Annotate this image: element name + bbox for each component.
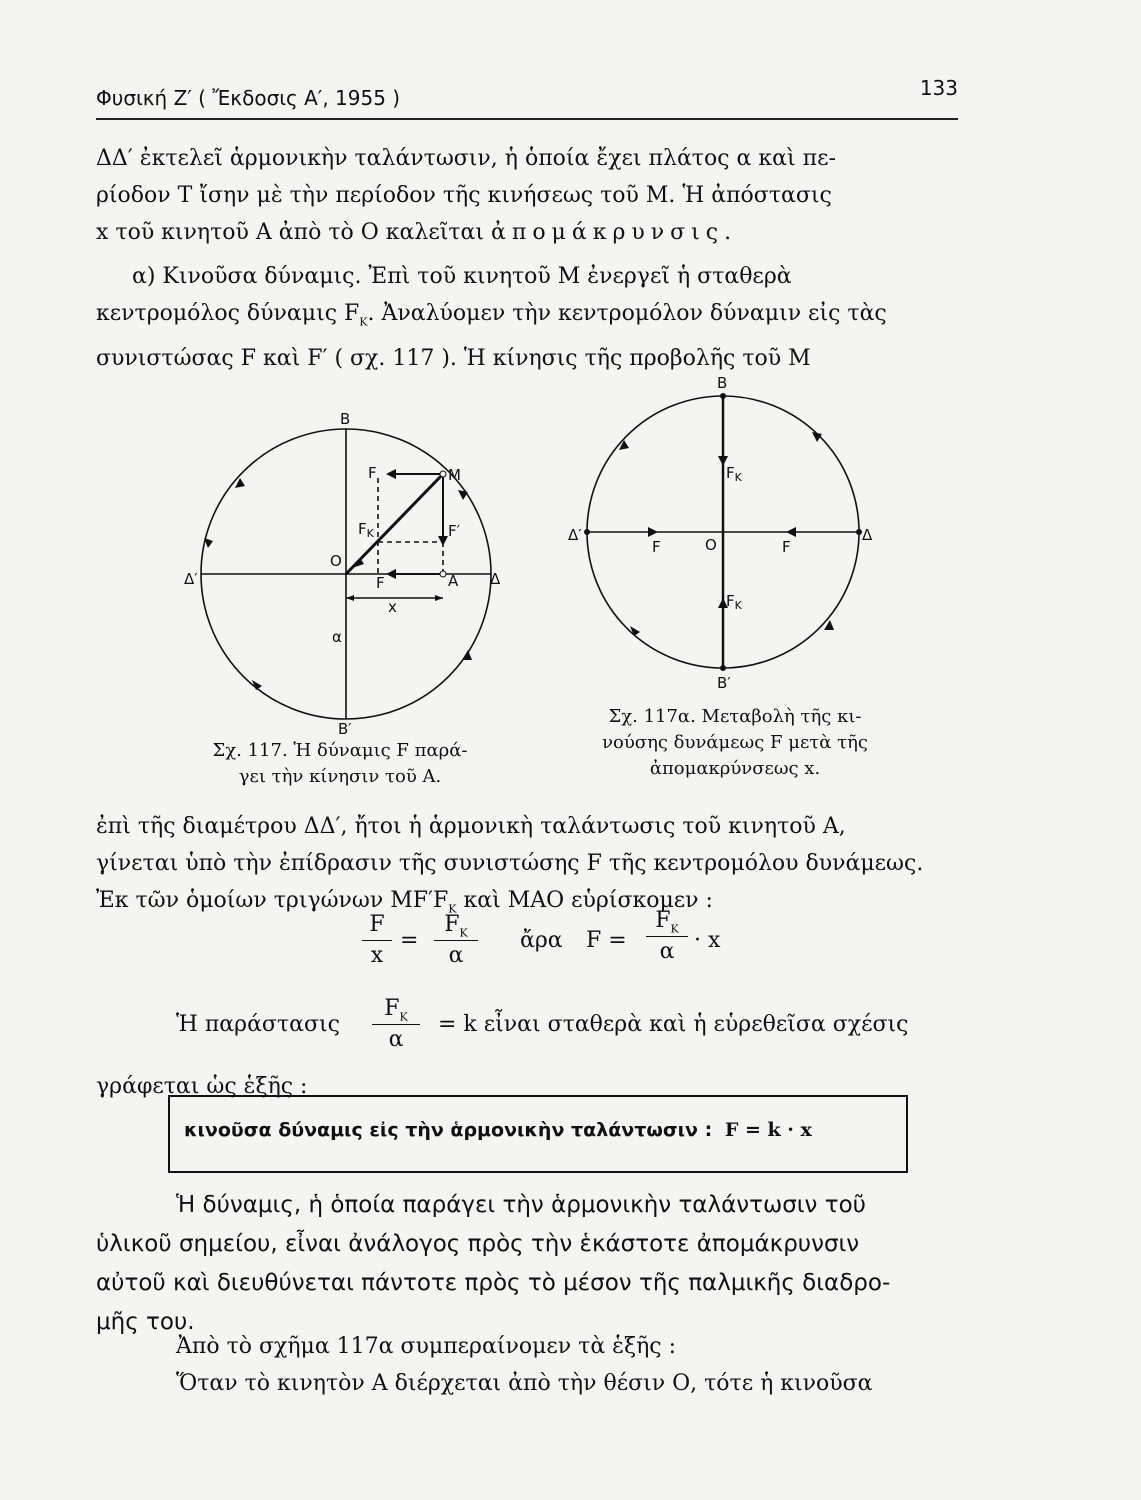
fig117a-motion-arrow (630, 626, 640, 636)
fig117a-label-O: O (705, 536, 717, 554)
caption-line: ἀπομακρύνσεως x. (649, 758, 821, 779)
text-span: x τοῦ κινητοῦ Α ἀπὸ τὸ Ο καλεῖται (96, 220, 491, 245)
paragraph-2 (96, 258, 958, 295)
fig117-motion-arrow (462, 650, 472, 660)
fig117-label-Bp: B′ (338, 720, 352, 738)
formula1-equals: = (400, 928, 419, 953)
paragraph-1 (96, 140, 958, 251)
paragraph-2-cont (96, 295, 958, 377)
fig117-label-Fk: $F_K$ (358, 520, 374, 540)
text-line: ΔΔ′ ἐκτελεῖ ἁρμονικὴν ταλάντωσιν, ἡ ὁποία ἔχει πλάτος α καὶ πε- (96, 146, 836, 171)
paragraph-6 (96, 1328, 958, 1402)
fig117a-point-B (720, 393, 726, 399)
caption-line: Σχ. 117. Ἡ δύναμις F παρά- (212, 740, 468, 761)
formula1-frac-F-over-x (360, 910, 394, 971)
denominator: α (659, 939, 675, 964)
paragraph-5-cont (96, 1225, 958, 1342)
figure-117 (180, 410, 520, 740)
text-line: Ὅταν τὸ κινητὸν Α διέρχεται ἀπὸ τὴν θέσιν Ο, τότε ἡ κινοῦσα (176, 1371, 873, 1396)
header-title: Φυσική Ζ′ ( Ἔκδοσις Α′, 1955 ) (96, 86, 401, 110)
text-line: α) Κινοῦσα δύναμις. Ἐπὶ τοῦ κινητοῦ Μ ἐνεργεῖ ἡ σταθερὰ (132, 264, 792, 289)
boxed-law (168, 1095, 908, 1173)
fig117a-point-Bp (720, 665, 726, 671)
figure-117a (568, 370, 888, 700)
fig117a-arrowhead-F-left (648, 527, 658, 537)
caption-line: νούσης δυνάμεως F μετὰ τῆς (602, 732, 868, 753)
text-span: καὶ ΜΑΟ εὑρίσκομεν : (456, 888, 713, 913)
denominator: x (370, 943, 384, 968)
fig117a-label-D: Δ (862, 526, 873, 544)
boxed-law-formula: F = k · x (724, 1119, 812, 1141)
fig117-label-a: α (332, 628, 342, 646)
running-header (96, 76, 958, 120)
fig117-label-A: A (448, 572, 459, 590)
text-line: Ἀπὸ τὸ σχῆμα 117α συμπεραίνομεν τὰ ἑξῆς : (176, 1334, 677, 1359)
fig117-point-M (440, 471, 446, 477)
formula1-lhs: F = (586, 928, 627, 953)
fig117a-arrowhead-F-right (786, 527, 796, 537)
formula1-frac-Fk-over-a-2 (644, 906, 690, 967)
text-line (96, 214, 958, 251)
denominator: α (388, 1027, 404, 1052)
paragraph-3 (96, 808, 958, 927)
text-line: ρίοδον Τ ἴσην μὲ τὴν περίοδον τῆς κινήσεως τοῦ Μ. Ἡ ἀπόστασις (96, 183, 832, 208)
fig117-motion-arrow (204, 538, 213, 548)
fig117-label-F-low: F (376, 574, 385, 592)
text-line: ὑλικοῦ σημείου, εἶναι ἀνάλογος πρὸς τὴν ἑκάστοτε ἀπομάκρυνσιν (96, 1231, 860, 1257)
fig117-label-O: O (330, 552, 342, 570)
fig117-dim-arrow-left (346, 595, 354, 601)
page-number: 133 (919, 76, 958, 100)
fig117a-label-Fk-bottom: $F_K$ (726, 592, 742, 612)
fig117-label-D: Δ (490, 570, 501, 588)
spaced-term: ἀπομάκρυνσις. (491, 220, 738, 245)
fig117-label-Fp: F′ (448, 522, 461, 540)
text-span: . Ἀναλύομεν τὴν κεντρομόλον δύναμιν εἰς τὰς (367, 301, 887, 326)
text-line: ἐπὶ τῆς διαμέτρου ΔΔ′, ἤτοι ἡ ἁρμονικὴ ταλάντωσις τοῦ κινητοῦ Α, (96, 814, 846, 839)
fig117-motion-arrow (458, 490, 468, 500)
numerator: $F_K$ (655, 908, 679, 936)
fig117a-label-Fk-top: $F_K$ (726, 464, 742, 484)
text-line: μῆς του. (96, 1309, 195, 1335)
formula1-frac-Fk-over-a (432, 910, 480, 971)
fig117a-caption (570, 704, 900, 782)
boxed-law-label: κινοῦσα δύναμις εἰς τὴν ἁρμονικὴν ταλάντωσιν : (184, 1119, 713, 1141)
fig117a-label-Dp: Δ′ (568, 526, 582, 544)
fig117-point-A (440, 571, 446, 577)
text-line: Ἡ δύναμις, ἡ ὁποία παράγει τὴν ἁρμονικὴν ταλάντωσιν τοῦ (176, 1192, 866, 1218)
fig117a-label-F-right: F (782, 538, 791, 556)
fig117-label-F: F (368, 464, 377, 482)
fig117-arrowhead-F-low (386, 569, 396, 579)
formula2-prefix: Ἡ παράστασις (176, 1012, 340, 1037)
fig117-label-M: M (448, 466, 461, 484)
text-span: Ἐκ τῶν ὁμοίων τριγώνων MF′F (96, 888, 449, 913)
formula1-ara: ἄρα (520, 928, 563, 953)
text-line: αὐτοῦ καὶ διευθύνεται πάντοτε πρὸς τὸ μέσον τῆς παλμικῆς διαδρο- (96, 1270, 891, 1296)
fig117-label-Dp: Δ′ (184, 570, 198, 588)
numerator: $F_K$ (444, 912, 468, 940)
fig117a-label-B: B (717, 374, 728, 392)
text-line: γράφεται ὡς ἑξῆς : (96, 1074, 308, 1099)
fig117a-point-Dp (584, 529, 590, 535)
fig117a-label-F-left: F (652, 538, 661, 556)
fig117-arrowhead-Fp (438, 536, 448, 546)
formula1-tail: · x (694, 928, 721, 953)
fig117-caption (160, 738, 520, 790)
text-span: κεντρομόλος δύναμις F (96, 301, 360, 326)
subscript: K (448, 902, 457, 916)
boxed-law-text (184, 1119, 812, 1141)
fig117-label-B: B (340, 410, 351, 428)
fig117-label-x: x (388, 598, 397, 616)
formula2-suffix: = k εἶναι σταθερὰ καὶ ἡ εὑρεθεῖσα σχέσις (438, 1012, 909, 1037)
caption-line: Σχ. 117α. Μεταβολὴ τῆς κι- (608, 706, 862, 727)
caption-line: γει τὴν κίνησιν τοῦ Α. (238, 766, 442, 787)
text-line: γίνεται ὑπὸ τὴν ἐπίδρασιν τῆς συνιστώσης F τῆς κεντρομόλου δυνάμεως. (96, 851, 924, 876)
fig117-dim-arrow-right (435, 595, 443, 601)
paragraph-5 (96, 1186, 958, 1225)
fig117-arrowhead-F (386, 469, 396, 479)
denominator: α (448, 943, 464, 968)
numerator: F (369, 912, 385, 937)
subscript: K (359, 315, 368, 329)
text-line (96, 882, 958, 927)
fig117a-label-Bp: B′ (717, 674, 731, 692)
formula2-frac-Fk-over-a (370, 994, 422, 1055)
numerator: $F_K$ (384, 996, 408, 1024)
text-line: συνιστώσας F καὶ F′ ( σχ. 117 ). Ἡ κίνησις τῆς προβολῆς τοῦ Μ (96, 346, 811, 372)
text-line (96, 295, 958, 340)
